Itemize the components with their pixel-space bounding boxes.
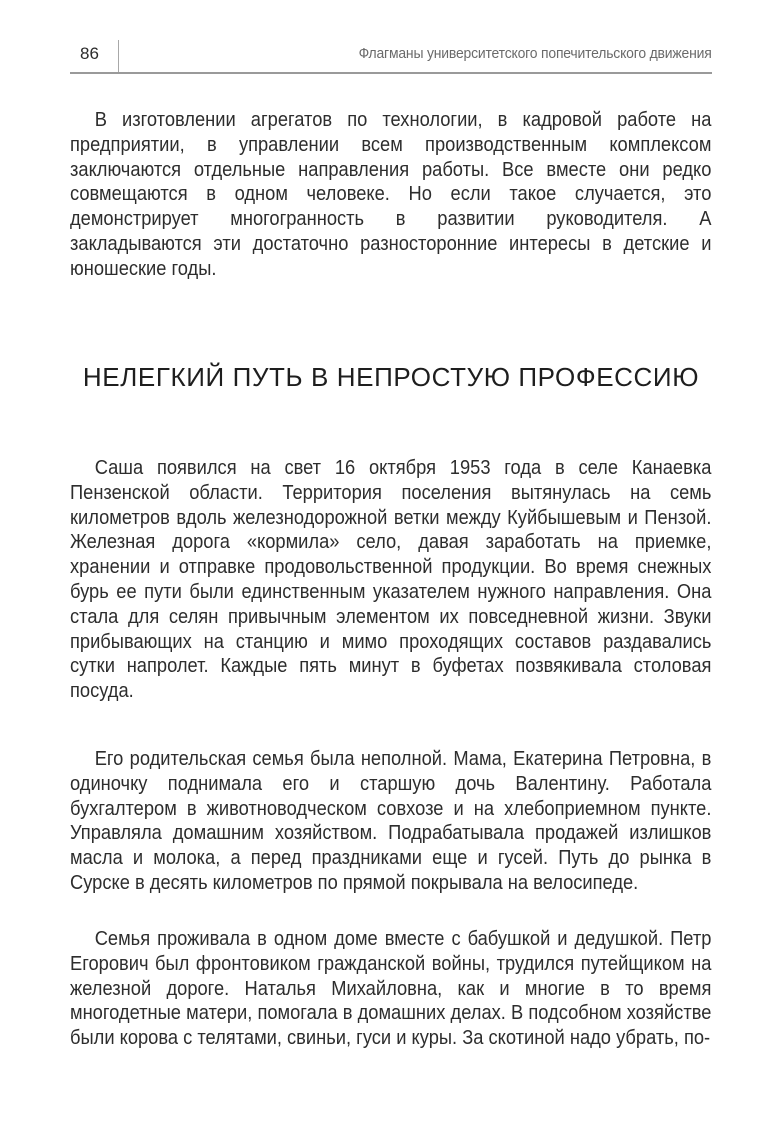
grandparents-paragraph: Семья проживала в одном доме вместе с бабушкой и дедушкой. Петр Егорович был фронтовиком гражданской войны, трудился путейщиком на железной дороге. Наталья Михайловна, как и многие в то время многодетные матери, помогала в домашних делах. В подсобном хозяйстве были корова с телятами, свиньи, гуси и куры. За скотиной надо убрать, по- (70, 928, 712, 1050)
family-paragraph: Его родительская семья была неполной. Мама, Екатерина Петровна, в одиночку поднимала его и старшую дочь Валентину. Работала бухгалтером в животноводческом совхозе и на хлебоприемном пункте. Управляла домашним хозяйством. Подрабатывала продажей излишков масла и молока, а перед праздниками еще и гусей. Путь до рынка в Сурске в десять километров по прямой покрывала на велосипеде. (70, 748, 712, 894)
running-title: Флагманы университетского попечительского движения (358, 45, 712, 62)
grandparents-paragraph-block (70, 927, 712, 1051)
header-divider (118, 40, 119, 72)
birth-paragraph-block (70, 456, 712, 704)
intro-paragraph: В изготовлении агрегатов по технологии, в кадровой работе на предприятии, в управлении всем производственным комплексом заключаются отдельные направления работы. Все вместе они редко совмещаются в одном человеке. Но если такое случается, это демонстрирует многогранность в развитии руководителя. А закладываются эти достаточно разносторонние интересы в детские и юношеские годы. (70, 109, 712, 280)
page-number: 86 (80, 44, 99, 63)
birth-paragraph: Саша появился на свет 16 октября 1953 года в селе Канаевка Пензенской области. Территория поселения вытянулась на семь километров вдоль железнодорожной ветки между Куйбышевым и Пензой. Железная дорога «кормила» село, давая заработать на приемке, хранении и отправке продовольственной продукции. Во время снежных бурь ее пути были единственным указателем нужного направления. Она стала для селян привычным элементом их повседневной жизни. Звуки прибывающих на станцию и мимо проходящих составов раздавались сутки напролет. Каждые пять минут в буфетах позвякивала столовая посуда. (70, 457, 712, 703)
intro-paragraph-block (70, 108, 712, 282)
section-heading: НЕЛЕГКИЙ ПУТЬ В НЕПРОСТУЮ ПРОФЕССИЮ (82, 362, 700, 392)
family-paragraph-block (70, 747, 712, 896)
page-header (70, 38, 712, 74)
